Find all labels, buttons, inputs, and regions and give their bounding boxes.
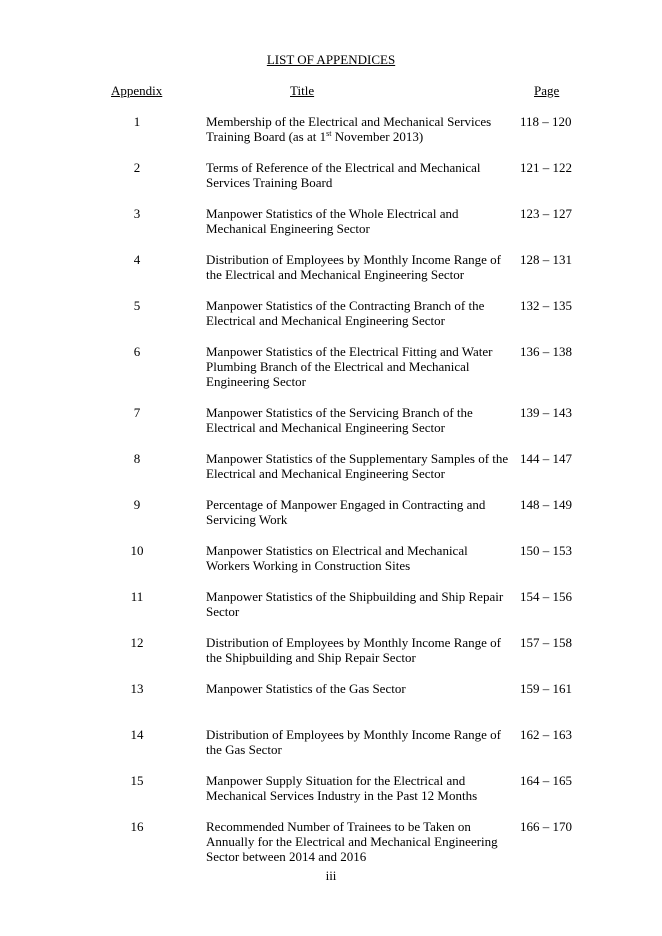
appendix-number: 6: [133, 344, 141, 359]
appendix-pages: 118 – 120: [520, 114, 572, 129]
appendix-number: 11: [130, 589, 144, 604]
appendix-title: Distribution of Employees by Monthly Income Range of the Electrical and Mechanical Engineering Sector: [206, 252, 501, 282]
appendix-number: 3: [133, 206, 141, 221]
appendix-title: Percentage of Manpower Engaged in Contracting and Servicing Work: [206, 497, 486, 527]
appendix-number: 16: [130, 819, 144, 834]
appendix-title: [206, 114, 511, 144]
appendix-entry: [0, 681, 662, 712]
appendix-title: Distribution of Employees by Monthly Income Range of the Gas Sector: [206, 727, 501, 757]
appendix-number: 10: [130, 543, 144, 558]
appendix-number: 12: [130, 635, 144, 650]
ordinal-suffix: st: [326, 129, 332, 138]
column-header-page: Page: [534, 83, 560, 98]
appendix-entry: [0, 635, 662, 666]
appendix-entry: [0, 298, 662, 329]
appendix-title: Manpower Statistics of the Electrical Fitting and Water Plumbing Branch of the Electrical and Mechanical Engineering Sector: [206, 344, 493, 389]
appendix-entry: [0, 160, 662, 191]
column-header-appendix: Appendix: [111, 83, 163, 98]
appendix-title-text-end: November 2013): [331, 129, 424, 144]
appendix-entry: [0, 773, 662, 804]
appendix-entry: [0, 114, 662, 145]
appendix-title: Manpower Supply Situation for the Electrical and Mechanical Services Industry in the Past 12 Months: [206, 773, 478, 803]
appendix-pages: 132 – 135: [520, 298, 572, 313]
appendix-title: Manpower Statistics of the Gas Sector: [206, 681, 406, 696]
appendix-title: Manpower Statistics of the Contracting Branch of the Electrical and Mechanical Engineering Sector: [206, 298, 485, 328]
appendix-pages: 166 – 170: [520, 819, 572, 834]
appendix-title: Terms of Reference of the Electrical and Mechanical Services Training Board: [206, 160, 481, 190]
appendix-list: [0, 114, 662, 880]
appendix-pages: 154 – 156: [520, 589, 572, 604]
appendix-entry: [0, 589, 662, 620]
appendix-title: Manpower Statistics of the Servicing Branch of the Electrical and Mechanical Engineering Sector: [206, 405, 473, 435]
appendix-entry: [0, 543, 662, 574]
document-title: LIST OF APPENDICES: [266, 52, 396, 67]
appendix-pages: 139 – 143: [520, 405, 572, 420]
appendix-pages: 159 – 161: [520, 681, 572, 696]
appendix-title: Manpower Statistics on Electrical and Mechanical Workers Working in Construction Sites: [206, 543, 468, 573]
appendix-entry: [0, 819, 662, 865]
appendix-entry: [0, 252, 662, 283]
column-header-title: Title: [290, 83, 315, 98]
appendix-number: 4: [133, 252, 141, 267]
appendix-title-text: Membership of the Electrical and Mechanical Services Training Board (as at 1: [206, 114, 492, 144]
appendix-pages: 121 – 122: [520, 160, 572, 175]
appendix-number: 8: [133, 451, 141, 466]
appendix-pages: 123 – 127: [520, 206, 572, 221]
page-number: iii: [325, 868, 337, 883]
appendix-pages: 150 – 153: [520, 543, 572, 558]
appendix-entry: [0, 727, 662, 758]
appendix-title: Distribution of Employees by Monthly Income Range of the Shipbuilding and Ship Repair Sector: [206, 635, 501, 665]
appendix-pages: 157 – 158: [520, 635, 572, 650]
appendix-entry: [0, 451, 662, 482]
appendix-number: 2: [133, 160, 141, 175]
appendix-entry: [0, 497, 662, 528]
appendix-pages: 162 – 163: [520, 727, 572, 742]
appendix-number: 14: [130, 727, 144, 742]
appendix-pages: 148 – 149: [520, 497, 572, 512]
appendix-entry: [0, 405, 662, 436]
appendix-title: Manpower Statistics of the Whole Electrical and Mechanical Engineering Sector: [206, 206, 459, 236]
appendix-title: Recommended Number of Trainees to be Taken on Annually for the Electrical and Mechanical Engineering Sector between 2014 and 2016: [206, 819, 498, 864]
appendix-number: 15: [130, 773, 144, 788]
appendix-title: Manpower Statistics of the Supplementary Samples of the Electrical and Mechanical Engineering Sector: [206, 451, 509, 481]
appendix-pages: 128 – 131: [520, 252, 572, 267]
appendix-number: 9: [133, 497, 141, 512]
appendix-title: Manpower Statistics of the Shipbuilding and Ship Repair Sector: [206, 589, 504, 619]
appendix-pages: 136 – 138: [520, 344, 572, 359]
appendix-pages: 164 – 165: [520, 773, 572, 788]
appendix-number: 7: [133, 405, 141, 420]
appendix-number: 13: [130, 681, 144, 696]
appendix-number: 5: [133, 298, 141, 313]
appendix-number: 1: [133, 114, 141, 129]
appendix-entry: [0, 344, 662, 390]
appendix-entry: [0, 206, 662, 237]
appendix-pages: 144 – 147: [520, 451, 572, 466]
